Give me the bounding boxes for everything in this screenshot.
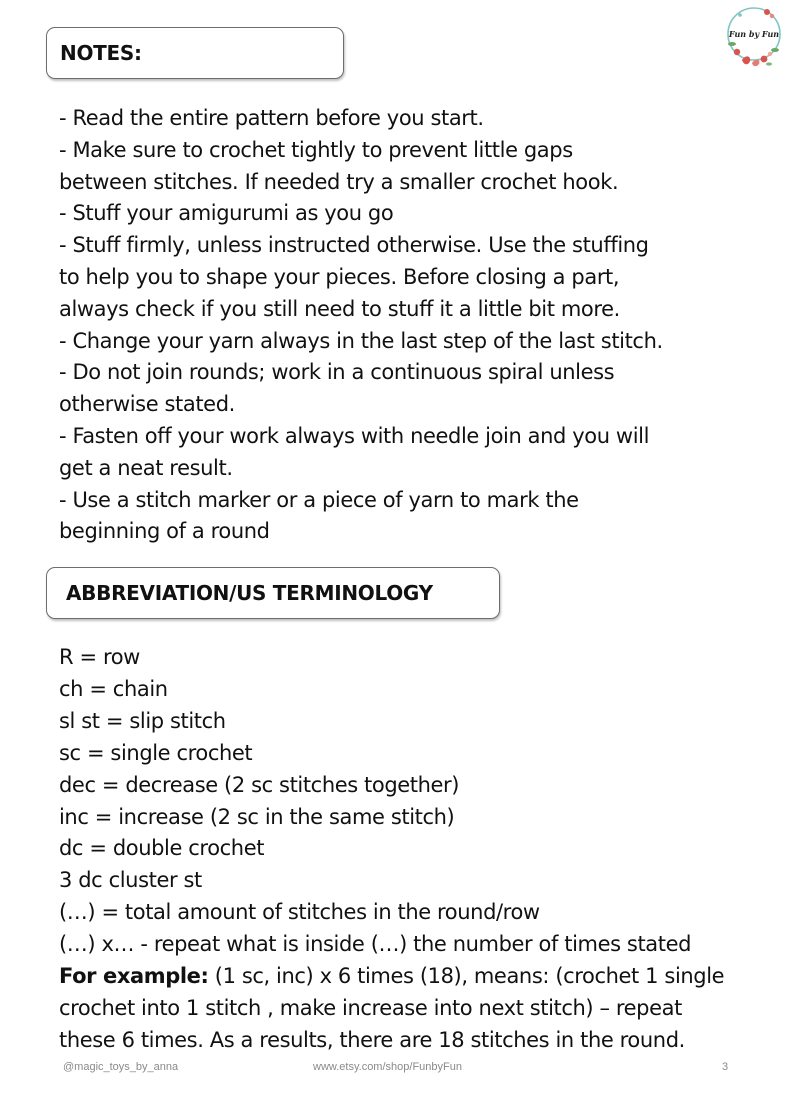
notes-line: - Stuff firmly, unless instructed otherwise. Use the stuffing bbox=[59, 233, 649, 258]
abbreviation-heading: ABBREVIATION/US TERMINOLOGY bbox=[66, 581, 433, 605]
abbreviation-list bbox=[59, 642, 789, 1057]
notes-line: - Read the entire pattern before you start. bbox=[59, 106, 484, 130]
notes-line: - Change your yarn always in the last step of the last stitch. bbox=[59, 328, 663, 353]
page-number: 3 bbox=[722, 1061, 729, 1073]
fun-by-fun-logo bbox=[722, 4, 786, 74]
abbreviation-item: ch = chain bbox=[59, 676, 168, 701]
notes-line: between stitches. If needed try a smaller crochet hook. bbox=[59, 169, 619, 194]
notes-line: - Fasten off your work always with needle join and you will bbox=[59, 423, 650, 448]
abbreviation-heading-box bbox=[46, 567, 500, 619]
notes-line: - Use a stitch marker or a piece of yarn to mark the bbox=[59, 487, 579, 512]
example-line: these 6 times. As a results, there are 18 stitches in the round. bbox=[59, 1027, 685, 1052]
footer-shop-url: www.etsy.com/shop/FunbyFun bbox=[313, 1061, 462, 1073]
notes-line: - Stuff your amigurumi as you go bbox=[59, 201, 394, 226]
abbreviation-item: dec = decrease (2 sc stitches together) bbox=[59, 772, 460, 797]
abbreviation-item: sl st = slip stitch bbox=[59, 708, 226, 733]
abbreviation-item: inc = increase (2 sc in the same stitch) bbox=[59, 804, 455, 829]
notes-heading: NOTES: bbox=[60, 41, 142, 65]
abbreviation-item: 3 dc cluster st bbox=[59, 868, 202, 893]
abbreviation-item: dc = double crochet bbox=[59, 836, 265, 861]
notes-line: to help you to shape your pieces. Before closing a part, bbox=[59, 264, 620, 289]
abbreviation-item: R = row bbox=[59, 645, 140, 669]
example-line: crochet into 1 stitch , make increase into next stitch) – repeat bbox=[59, 995, 682, 1020]
notes-line: otherwise stated. bbox=[59, 392, 235, 417]
notes-line: beginning of a round bbox=[59, 519, 270, 544]
notes-line: get a neat result. bbox=[59, 455, 233, 480]
abbreviation-item: (…) x… - repeat what is inside (…) the number of times stated bbox=[59, 932, 692, 957]
logo-text: Fun by Fun bbox=[728, 29, 780, 39]
abbreviation-item: sc = single crochet bbox=[59, 740, 253, 765]
abbreviation-item: (…) = total amount of stitches in the round/row bbox=[59, 900, 540, 925]
notes-line: - Make sure to crochet tightly to prevent little gaps bbox=[59, 137, 573, 162]
example-line bbox=[59, 961, 789, 993]
notes-line: - Do not join rounds; work in a continuous spiral unless bbox=[59, 360, 615, 385]
notes-heading-box bbox=[46, 27, 344, 79]
footer-instagram-handle: @magic_toys_by_anna bbox=[63, 1061, 179, 1073]
example-label: For example: bbox=[59, 964, 209, 989]
example-text: (1 sc, inc) x 6 times (18), means: (crochet 1 single bbox=[208, 964, 725, 989]
notes-text bbox=[59, 103, 789, 548]
notes-line: always check if you still need to stuff it a little bit more. bbox=[59, 296, 620, 321]
